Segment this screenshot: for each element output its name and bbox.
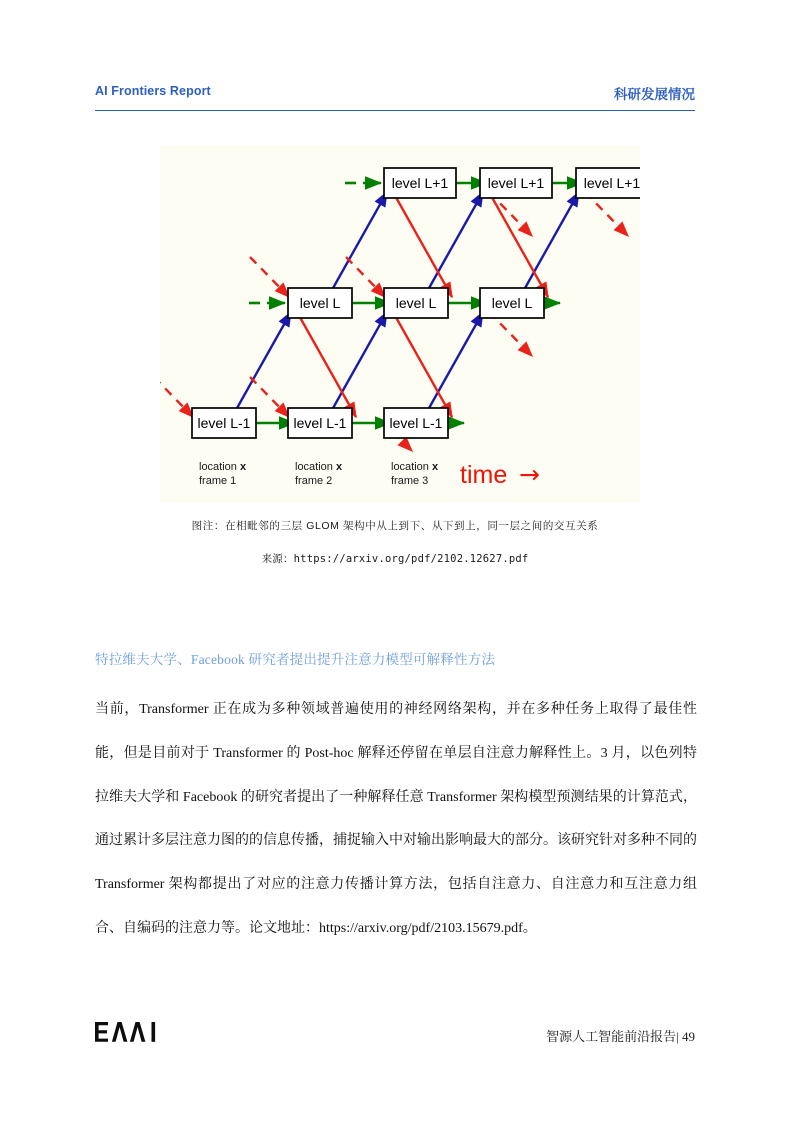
baai-logo <box>95 1022 157 1047</box>
node-label: level L-1 <box>293 415 347 431</box>
body-paragraph: 当前，Transformer 正在成为多种领域普遍使用的神经网络架构，并在多种任务上取得了最佳性能，但是目前对于 Transformer 的 Post-hoc 解释还停留在单层自注意力解释性上。3 月，以色列特拉维夫大学和 Facebook 的研究者提出了一种解释任意 Transformer 架构模型预测结果的计算范式，通过累计多层注意力图的的信息传播，捕捉输入中对输出影响最大的部分。该研究针对多种不同的 Transformer 架构都提出了对应的注意力传播计算方法，包括自注意力、自注意力和互注意力组合、自编码的注意力等。论文地址：https://arxiv.org/pdf/2103.15679.pdf。 <box>95 702 697 936</box>
node-box <box>576 168 640 198</box>
frame-label-line2: frame 2 <box>295 475 333 487</box>
frame-label-line2: frame 3 <box>391 475 429 487</box>
node-box <box>384 288 448 318</box>
node-box <box>384 408 448 438</box>
node-box <box>480 168 552 198</box>
node-box <box>480 288 544 318</box>
node-box <box>192 408 256 438</box>
node-label: level L-1 <box>197 415 251 431</box>
frame-label-line1: location x <box>295 461 343 473</box>
header-divider <box>95 110 695 111</box>
header-title: AI Frontiers Report <box>95 84 211 98</box>
node-label: level L+1 <box>487 175 545 191</box>
frame-label-line1: location x <box>199 461 247 473</box>
glom-diagram-svg <box>160 145 640 503</box>
row-level-l <box>288 288 544 318</box>
frame-label-line1: location x <box>391 461 439 473</box>
node-label: level L+1 <box>583 175 640 191</box>
footer-separator: | <box>676 1029 679 1044</box>
section-heading: 特拉维夫大学、Facebook 研究者提出提升注意力模型可解释性方法 <box>95 652 496 667</box>
node-label: level L <box>299 295 341 311</box>
footer-report-name: 智源人工智能前沿报告 <box>546 1029 677 1044</box>
node-box <box>384 168 456 198</box>
row-level-lplus1 <box>384 168 640 198</box>
figure-source: 来源：https://arxiv.org/pdf/2102.12627.pdf <box>261 553 529 565</box>
node-box <box>288 408 352 438</box>
footer-meta <box>546 1026 695 1045</box>
node-label: level L <box>491 295 533 311</box>
time-axis-label <box>460 460 540 489</box>
time-label-text: time <box>460 461 508 489</box>
body-text-block <box>95 688 697 951</box>
frame-label-line2: frame 1 <box>199 475 237 487</box>
figure-caption: 图注：在相毗邻的三层 GLOM 架构中从上到下、从下到上，同一层之间的交互关系 <box>191 520 599 532</box>
header-section-label: 科研发展情况 <box>614 87 695 102</box>
baai-logo-icon <box>95 1022 157 1042</box>
row-level-lminus1 <box>192 408 448 438</box>
node-label: level L+1 <box>391 175 449 191</box>
node-label: level L <box>395 295 437 311</box>
time-arrow-icon: → <box>519 460 540 489</box>
node-label: level L-1 <box>389 415 443 431</box>
footer-page-number: 49 <box>682 1029 695 1044</box>
node-box <box>288 288 352 318</box>
glom-architecture-figure <box>160 145 640 503</box>
